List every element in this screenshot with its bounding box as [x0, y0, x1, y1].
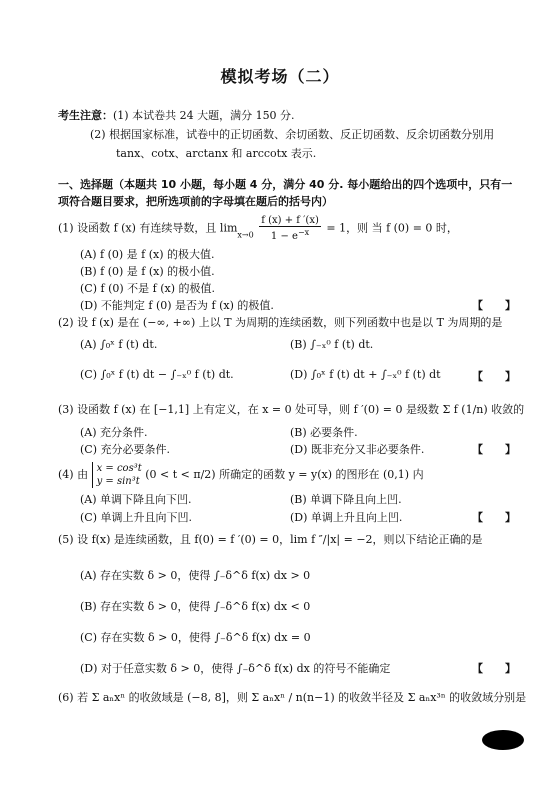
- q3-option-a: (A) 充分条件.: [80, 426, 148, 439]
- q4-answer-bracket: 【 】: [472, 511, 516, 524]
- question-2: (2) 设 f (x) 是在 (−∞, +∞) 上以 T 为周期的连续函数，则下列函数中也是以 T 为周期的是: [58, 316, 503, 329]
- q2-answer-bracket: 【 】: [472, 370, 516, 383]
- q4-option-c: (C) 单调上升且向下凹.: [80, 511, 192, 524]
- q4-sys-x: x = cos³t: [96, 463, 142, 474]
- q4-stem-a: (4) 由: [58, 468, 89, 481]
- question-1: [58, 215, 528, 244]
- q1-lim-sub: x→0: [237, 230, 254, 240]
- question-3: (3) 设函数 f (x) 在 [−1,1] 上有定义，在 x = 0 处可导，则 f ′(0) = 0 是级数 Σ f (1/n) 收敛的: [58, 403, 525, 416]
- page-title: 模拟考场（二）: [220, 67, 340, 86]
- q1-option-c: (C) f (0) 不是 f (x) 的极值.: [80, 282, 215, 295]
- q5-option-c: (C) 存在实数 δ > 0，使得 ∫₋δ^δ f(x) dx = 0: [80, 631, 311, 644]
- question-6: (6) 若 Σ aₙxⁿ 的收敛域是 (−8, 8]，则 Σ aₙxⁿ / n(n−1) 的收敛半径及 Σ aₙx³ⁿ 的收敛域分别是: [58, 691, 527, 704]
- q4-parametric-system: [92, 462, 142, 488]
- q1-frac-num: f (x) + f ′(x): [261, 215, 319, 226]
- notice-item-2: (2) 根据国家标准，试卷中的正切函数、余切函数、反正切函数、反余切函数分别用 tanx、cotx、arctanx 和 arccotx 表示.: [90, 128, 495, 160]
- q1-option-d: (D) 不能判定 f (0) 是否为 f (x) 的极值.: [80, 299, 274, 312]
- question-5: (5) 设 f(x) 是连续函数，且 f(0) = f ′(0) = 0，lim f ″/|x| = −2，则以下结论正确的是: [58, 533, 483, 546]
- question-4: [58, 462, 528, 488]
- q1-answer-bracket: 【 】: [472, 299, 516, 312]
- q1-fraction: [259, 215, 321, 242]
- q1-frac-den: [259, 227, 321, 242]
- q5-option-d: (D) 对于任意实数 δ > 0，使得 ∫₋δ^δ f(x) dx 的符号不能确定: [80, 662, 391, 675]
- q1-den-base: 1 − e: [270, 231, 298, 242]
- exam-notice: [58, 106, 528, 163]
- q3-option-d: (D) 既非充分又非必要条件.: [290, 443, 425, 456]
- q4-option-b: (B) 单调下降且向上凹.: [290, 493, 402, 506]
- notice-item-1: (1) 本试卷共 24 大题，满分 150 分.: [113, 109, 295, 122]
- q2-option-c: (C) ∫₀ˣ f (t) dt − ∫₋ₓ⁰ f (t) dt.: [80, 368, 234, 381]
- q4-option-a: (A) 单调下降且向下凹.: [80, 493, 192, 506]
- q3-answer-bracket: 【 】: [472, 443, 516, 456]
- q5-option-a: (A) 存在实数 δ > 0，使得 ∫₋δ^δ f(x) dx > 0: [80, 569, 311, 582]
- q4-sys-y: y = sin³t: [96, 476, 140, 487]
- q1-option-a: (A) f (0) 是 f (x) 的极大值.: [80, 248, 215, 261]
- notice-label: 考生注意：: [58, 109, 113, 122]
- q5-answer-bracket: 【 】: [472, 662, 516, 675]
- q1-stem-b: = 1，则 当 f (0) = 0 时，: [326, 221, 458, 235]
- q1-stem-a: (1) 设函数 f (x) 有连续导数，且 lim: [58, 221, 238, 235]
- q3-option-b: (B) 必要条件.: [290, 426, 358, 439]
- page-number-badge: [482, 730, 524, 750]
- q4-stem-b: (0 < t < π/2) 所确定的函数 y = y(x) 的图形在 (0,1) 内: [145, 468, 424, 481]
- q2-option-b: (B) ∫₋ₓ⁰ f (t) dt.: [290, 338, 374, 351]
- q2-option-a: (A) ∫₀ˣ f (t) dt.: [80, 338, 158, 351]
- q1-den-exp: −x: [297, 228, 310, 237]
- q4-option-d: (D) 单调上升且向上凹.: [290, 511, 403, 524]
- q5-option-b: (B) 存在实数 δ > 0，使得 ∫₋δ^δ f(x) dx < 0: [80, 600, 311, 613]
- q3-option-c: (C) 充分必要条件.: [80, 443, 170, 456]
- section-heading: 一、选择题（本题共 10 小题，每小题 4 分，满分 40 分. 每小题给出的四个选项中，只有一项符合题目要求，把所选项前的字母填在题后的括号内）: [58, 178, 513, 208]
- q1-option-b: (B) f (0) 是 f (x) 的极小值.: [80, 265, 215, 278]
- q2-option-d: (D) ∫₀ˣ f (t) dt + ∫₋ₓ⁰ f (t) dt: [290, 368, 441, 381]
